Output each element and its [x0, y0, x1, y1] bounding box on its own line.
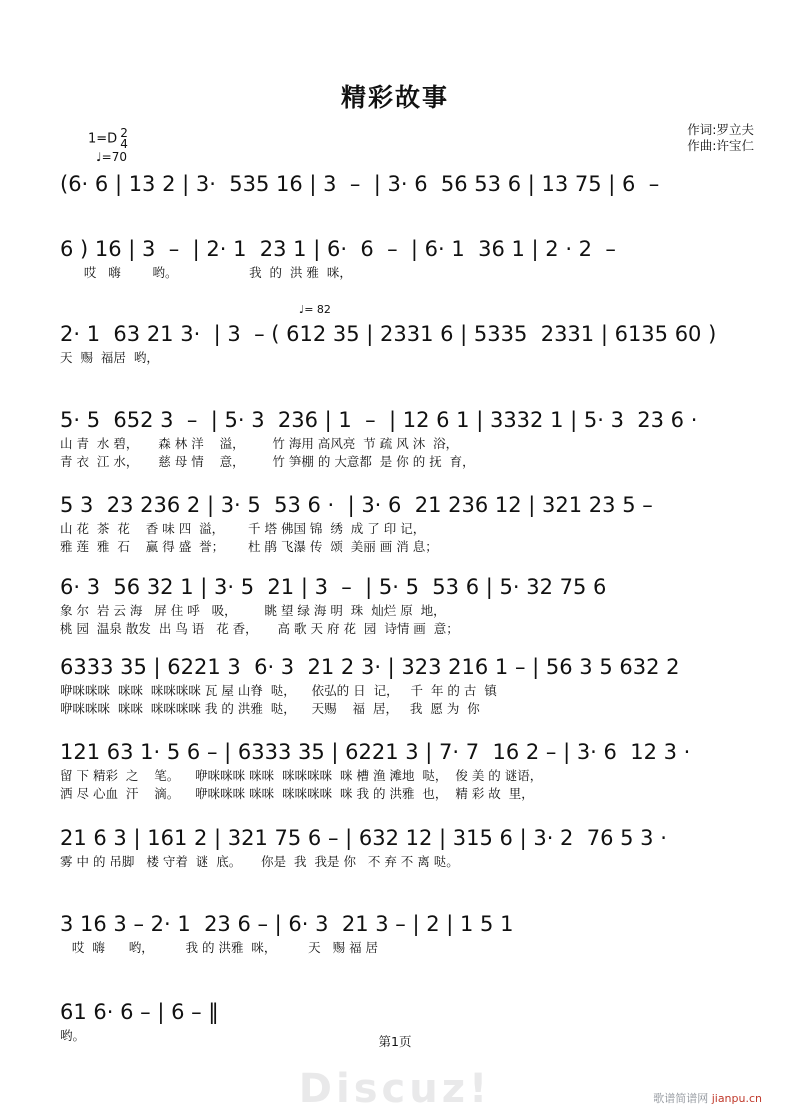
tempo-marking-2: ♩= 82 [299, 303, 331, 316]
watermark: Discuz! [298, 1066, 492, 1112]
music-system-5 [60, 493, 740, 555]
music-system-4 [60, 408, 740, 470]
lyrics-line-1: 山 青 水 碧， 森 林 洋 溢， 竹 海用 高风亮 节 疏 风 沐 浴， [60, 436, 459, 451]
lyricist-label: 作词:罗立夫 [687, 122, 754, 137]
credits-block [687, 122, 754, 154]
time-signature-denominator: 4 [120, 137, 128, 151]
tempo-marking-1: ♩=70 [96, 150, 127, 164]
notation-line: 5· 5 652 3 – | 5· 3 236 | 1 – | 12 6 1 | 3332 1 | 5· 3 23 6 · [60, 408, 698, 432]
lyrics-line-2: 桃 园 温泉 散发 出 鸟 语 花 香， 高 歌 天 府 花 园 诗情 画 意； [60, 621, 459, 636]
site-name-cn: 歌谱简谱网 [653, 1092, 709, 1105]
lyrics-line-2: 青 衣 江 水， 慈 母 情 意， 竹 笋棚 的 大意都 是 你 的 抚 育， [60, 454, 475, 469]
lyrics-line-1: 象 尔 岩 云 海 屏 住 呼 吸， 眺 望 绿 海 明 珠 灿烂 原 地， [60, 603, 446, 618]
music-system-7 [60, 655, 740, 717]
time-signature [120, 128, 128, 150]
notation-line: 21 6 3 | 161 2 | 321 75 6 – | 632 12 | 315 6 | 3· 2 76 5 3 · [60, 826, 667, 850]
key-signature-text: 1=D [88, 131, 118, 147]
music-system-1 [60, 172, 740, 199]
lyrics-line-1: 哎 嗨 哟， 我 的 洪雅 咪， 天 赐 福 居 [60, 940, 379, 955]
music-system-2 [60, 237, 740, 281]
notation-line: 121 63 1· 5 6 – | 6333 35 | 6221 3 | 7· 7 16 2 – | 3· 6 12 3 · [60, 740, 691, 764]
lyrics-line-1: 天 赐 福居 哟， [60, 350, 159, 365]
music-system-8 [60, 740, 740, 802]
notation-line: (6· 6 | 13 2 | 3· 535 16 | 3 – | 3· 6 56 53 6 | 13 75 | 6 – [60, 172, 660, 196]
lyrics-line-1: 留 下 精彩 之 笔。 咿咪咪咪 咪咪 咪咪咪咪 咪 槽 渔 滩地 哒， 俊 美 的 谜语， [60, 768, 543, 783]
composer-label: 作曲:许宝仁 [687, 138, 754, 153]
time-signature-numerator: 2 [120, 126, 128, 140]
lyrics-line-2: 咿咪咪咪 咪咪 咪咪咪咪 我 的 洪雅 哒， 天赐 福 居， 我 愿 为 你 [60, 701, 480, 716]
notation-line: 3 16 3 – 2· 1 23 6 – | 6· 3 21 3 – | 2 | 1 5 1 [60, 912, 514, 936]
lyrics-line-1: 雾 中 的 吊脚 楼 守着 谜 底。 你是 我 我是 你 不 弃 不 离 哒。 [60, 854, 459, 869]
notation-line: 6· 3 56 32 1 | 3· 5 21 | 3 – | 5· 5 53 6 | 5· 32 75 6 [60, 575, 607, 599]
music-system-3 [60, 322, 740, 366]
site-credit [653, 1090, 762, 1106]
notation-line: 6333 35 | 6221 3 6· 3 21 2 3· | 323 216 1 – | 56 3 5 632 2 [60, 655, 680, 679]
lyrics-line-1: 咿咪咪咪 咪咪 咪咪咪咪 瓦 屋 山脊 哒， 依弘的 日 记， 千 年 的 古 镇 [60, 683, 497, 698]
page-title: 精彩故事 [340, 83, 449, 112]
notation-line: 61 6· 6 – | 6 – ‖ [60, 1000, 219, 1024]
site-name-en: jianpu.cn [711, 1092, 762, 1105]
lyrics-line-2: 雅 莲 雅 石 赢 得 盛 誉； 杜 鹃 飞瀑 传 颂 美丽 画 消 息； [60, 539, 438, 554]
music-system-9 [60, 826, 740, 870]
key-signature [88, 128, 128, 150]
lyrics-line-2: 洒 尽 心血 汗 滴。 咿咪咪咪 咪咪 咪咪咪咪 咪 我 的 洪雅 也， 精 彩 故 里， [60, 786, 534, 801]
music-system-10 [60, 912, 740, 956]
lyrics-line-1: 山 花 茶 花 香 味 四 溢， 千 塔 佛国 锦 绣 成 了 印 记， [60, 521, 426, 536]
music-system-6 [60, 575, 740, 637]
page-number: 第1页 [378, 1034, 412, 1049]
lyrics-line-1: 哟。 [60, 1028, 86, 1043]
lyrics-line-1: 哎 嗨 哟。 我 的 洪 雅 咪， [60, 265, 352, 280]
notation-line: 6 ) 16 | 3 – | 2· 1 23 1 | 6· 6 – | 6· 1 36 1 | 2 · 2 – [60, 237, 616, 261]
notation-line: 2· 1 63 21 3· | 3 – ( 612 35 | 2331 6 | 5335 2331 | 6135 60 ) [60, 322, 717, 346]
notation-line: 5 3 23 236 2 | 3· 5 53 6 · | 3· 6 21 236 12 | 321 23 5 – [60, 493, 653, 517]
